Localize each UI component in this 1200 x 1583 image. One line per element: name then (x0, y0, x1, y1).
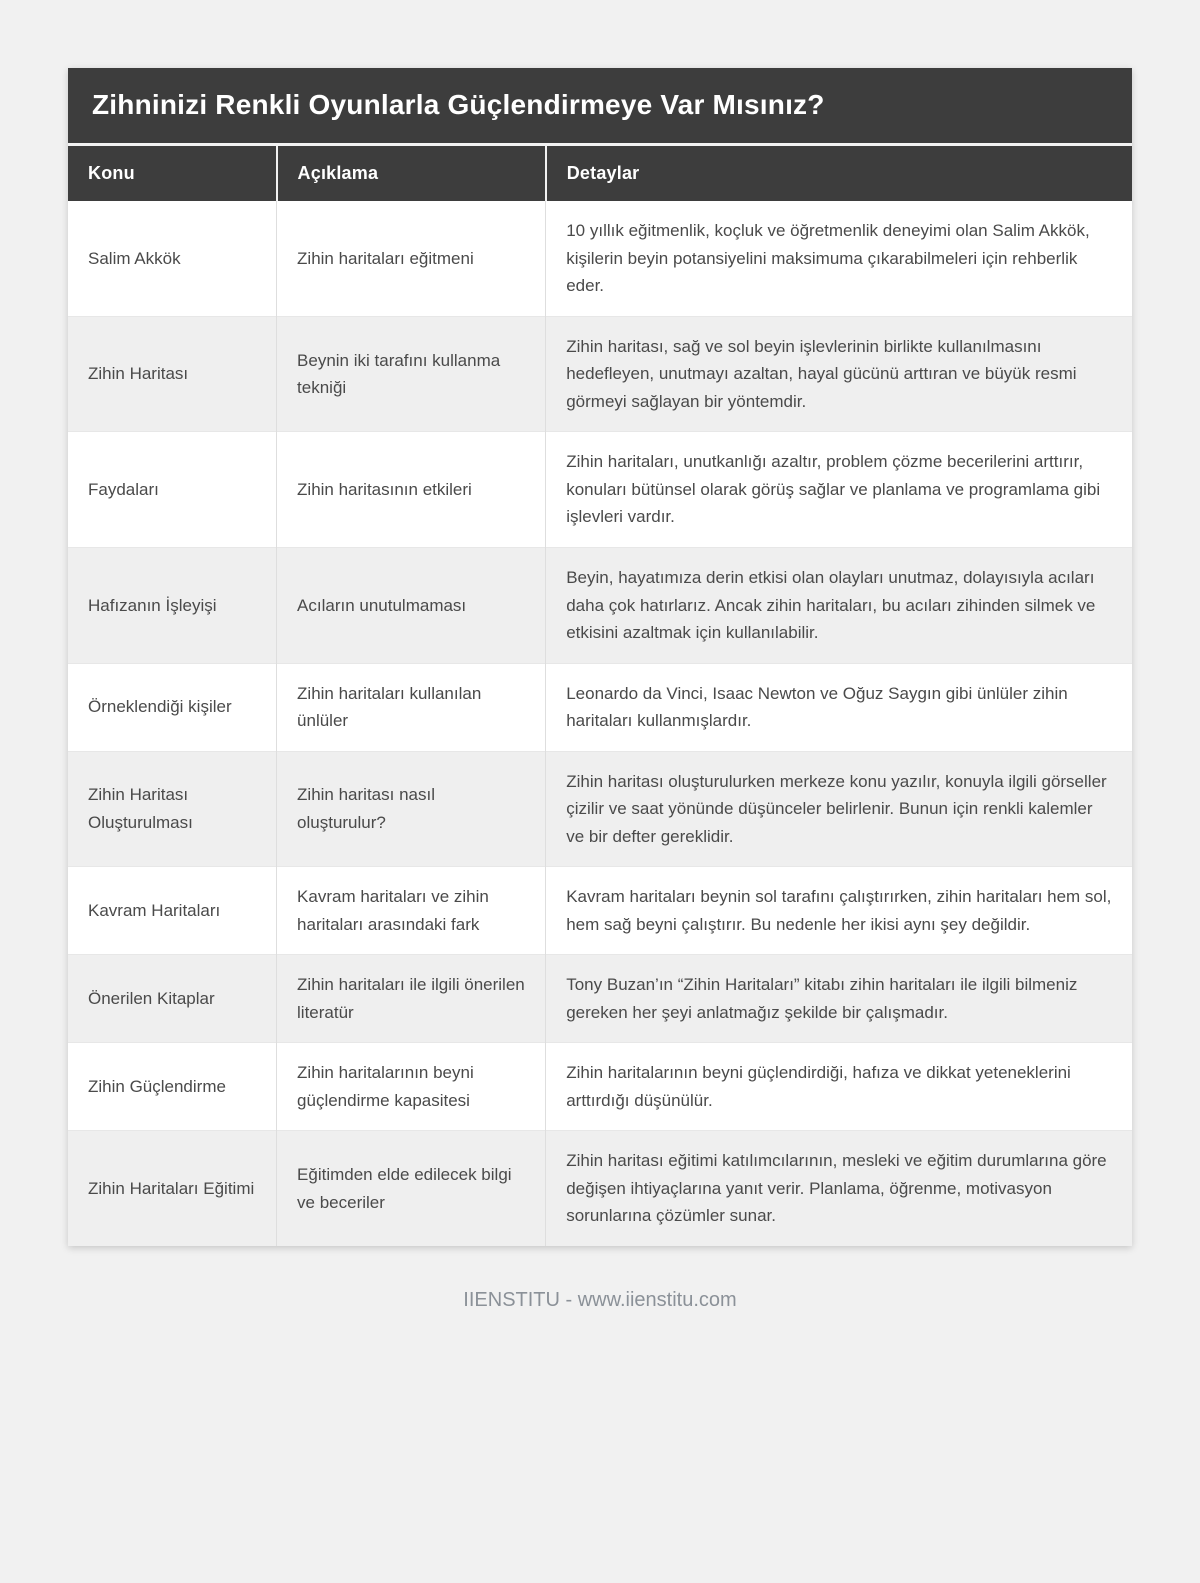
topic-cell: Önerilen Kitaplar (68, 955, 277, 1043)
topic-cell: Salim Akkök (88, 248, 181, 268)
description-cell: Zihin haritaları eğitmeni (277, 201, 546, 316)
details-cell: Zihin haritası, sağ ve sol beyin işlevlerinin birlikte kullanılmasını hedefleyen, unutmayı azaltan, hayal gücünü arttıran ve büyük resmi görmeyi sağlayan bir yöntemdir. (546, 316, 1132, 432)
topic-cell: Örneklendiği kişiler (68, 663, 277, 751)
description-cell: Zihin haritaları kullanılan ünlüler (277, 663, 546, 751)
table-row (68, 316, 1132, 432)
page (0, 68, 1200, 1583)
details-cell: Zihin haritası eğitimi katılımcılarının, mesleki ve eğitim durumlarına göre değişen ihtiyaçlarına yanıt verir. Planlama, öğrenme, motivasyon sorunlarına çözümler sunar. (546, 1131, 1132, 1246)
topic-cell: Hafızanın İşleyişi (68, 547, 277, 663)
table-row (68, 201, 1132, 316)
table-row (68, 432, 1132, 548)
topic-cell: Faydaları (68, 432, 277, 548)
column-header-aciklama: Açıklama (277, 145, 546, 202)
table-header (68, 145, 1132, 202)
footer-credit: IIENSTITU - www.iienstitu.com (463, 1289, 737, 1311)
table-body (68, 201, 1132, 1246)
table-row (68, 1043, 1132, 1131)
details-cell: Kavram haritaları beynin sol tarafını çalıştırırken, zihin haritaları hem sol, hem sağ beyni çalıştırır. Bu nedenle her ikisi aynı şey değildir. (546, 867, 1132, 955)
table-row (68, 751, 1132, 867)
description-cell: Zihin haritalarının beyni güçlendirme kapasitesi (277, 1043, 546, 1131)
description-cell: Acıların unutulmaması (277, 547, 546, 663)
description-cell: Eğitimden elde edilecek bilgi ve beceriler (277, 1131, 546, 1246)
description-cell: Zihin haritaları ile ilgili önerilen literatür (277, 955, 546, 1043)
column-header-detaylar: Detaylar (546, 145, 1132, 202)
topic-cell: Zihin Haritası (68, 316, 277, 432)
table-row (68, 663, 1132, 751)
details-cell: Beyin, hayatımıza derin etkisi olan olayları unutmaz, dolayısıyla acıları daha çok hatırlarız. Ancak zihin haritaları, bu acıları zihinden silmek ve etkisini azaltmak için kullanılabilir. (546, 547, 1132, 663)
table-header-row (68, 145, 1132, 202)
details-cell: Zihin haritası oluşturulurken merkeze konu yazılır, konuyla ilgili görseller çizilir ve saat yönünde düşünceler belirlenir. Bunun için renkli kalemler ve bir defter gereklidir. (546, 751, 1132, 867)
description-cell: Kavram haritaları ve zihin haritaları arasındaki fark (277, 867, 546, 955)
column-header-konu: Konu (68, 145, 277, 202)
details-cell: Leonardo da Vinci, Isaac Newton ve Oğuz Saygın gibi ünlüler zihin haritaları kullanmışlardır. (546, 663, 1132, 751)
topic-cell: Kavram Haritaları (68, 867, 277, 955)
details-cell: Zihin haritalarının beyni güçlendirdiği, hafıza ve dikkat yeteneklerini arttırdığı düşünülür. (546, 1043, 1132, 1131)
info-table (68, 143, 1132, 1246)
table-row (68, 1131, 1132, 1246)
topic-cell: Zihin Haritaları Eğitimi (68, 1131, 277, 1246)
details-cell: Tony Buzan’ın “Zihin Haritaları” kitabı zihin haritaları ile ilgili bilmeniz gereken her şeyi anlatmağız şekilde bir çalışmadır. (546, 955, 1132, 1043)
topic-cell: Zihin Güçlendirme (68, 1043, 277, 1131)
table-row (68, 547, 1132, 663)
description-cell: Beynin iki tarafını kullanma tekniği (277, 316, 546, 432)
description-cell: Zihin haritasının etkileri (277, 432, 546, 548)
page-title: Zihninizi Renkli Oyunlarla Güçlendirmeye Var Mısınız? (68, 68, 1132, 143)
info-table-card (68, 68, 1132, 1246)
details-cell: Zihin haritaları, unutkanlığı azaltır, problem çözme becerilerini arttırır, konuları bütünsel olarak görüş sağlar ve planlama ve programlama gibi işlevleri vardır. (546, 432, 1132, 548)
table-row (68, 955, 1132, 1043)
details-cell: 10 yıllık eğitmenlik, koçluk ve öğretmenlik deneyimi olan Salim Akkök, kişilerin beyin potansiyelini maksimuma çıkarabilmeleri için rehberlik eder. (546, 201, 1132, 316)
topic-cell: Zihin Haritası Oluşturulması (68, 751, 277, 867)
table-row (68, 867, 1132, 955)
description-cell: Zihin haritası nasıl oluşturulur? (277, 751, 546, 867)
